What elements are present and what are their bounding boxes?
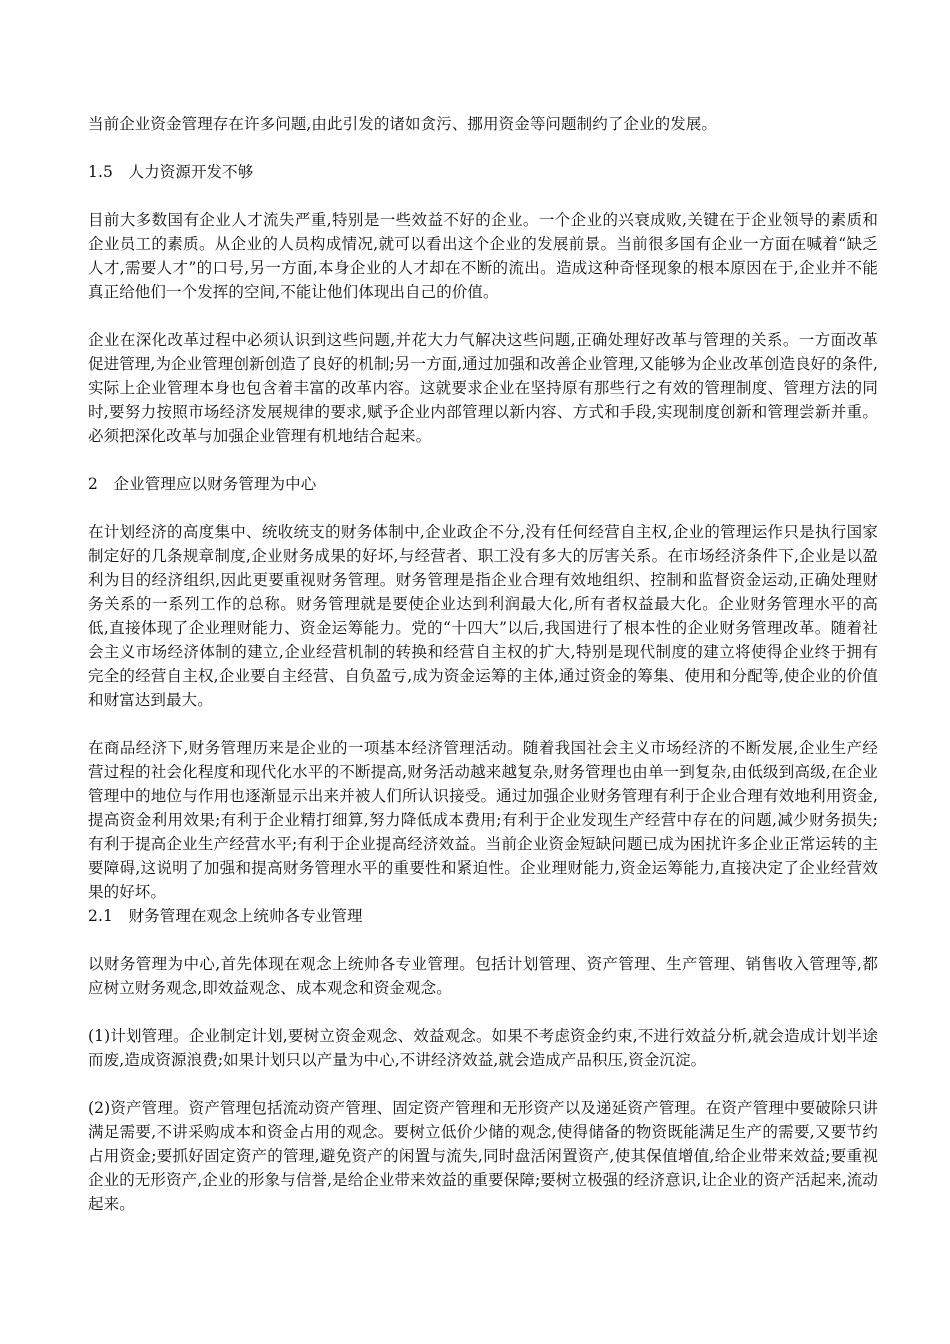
- paragraph-finance-center: 以财务管理为中心,首先体现在观念上统帅各专业管理。包括计划管理、资产管理、生产管理、销售收入管理等,都应树立财务观念,即效益观念、成本观念和资金观念。: [88, 955, 878, 997]
- section-heading-2-1: 2.1 财务管理在观念上统帅各专业管理: [88, 907, 363, 925]
- paragraph-commodity-economy: 在商品经济下,财务管理历来是企业的一项基本经济管理活动。随着我国社会主义市场经济的不断发展,企业生产经营过程的社会化程度和现代化水平的不断提高,财务活动越来越复杂,财务管理也由单一到复杂,由低级到高级,在企业管理中的地位与作用也逐渐显示出来并被人们所认识接受。通过加强企业财务管理有利于企业合理有效地利用资金,提高资金利用效果;有利于企业精打细算,努力降低成本费用;有利于企业发现生产经营中存在的问题,减少财务损失;有利于提高企业生产经营水平;有利于企业提高经济效益。当前企业资金短缺问题已成为困扰许多企业正常运转的主要障碍,这说明了加强和提高财务管理水平的重要性和紧迫性。企业理财能力,资金运筹能力,直接决定了企业经营效果的好坏。: [88, 739, 878, 901]
- paragraph-funds-issues: 当前企业资金管理存在许多问题,由此引发的诸如贪污、挪用资金等问题制约了企业的发展。: [88, 115, 718, 133]
- paragraph-reform-management: 企业在深化改革过程中必须认识到这些问题,并花大力气解决这些问题,正确处理好改革与管理的关系。一方面改革促进管理,为企业管理创新创造了良好的机制;另一方面,通过加强和改善企业管理,又能够为企业改革创造良好的条件,实际上企业管理本身也包含着丰富的改革内容。这就要求企业在坚持原有那些行之有效的管理制度、管理方法的同时,要努力按照市场经济发展规律的要求,赋予企业内部管理以新内容、方式和手段,实现制度创新和管理尝新并重。必须把深化改革与加强企业管理有机地结合起来。: [88, 331, 878, 445]
- paragraph-plan-management: (1)计划管理。企业制定计划,要树立资金观念、效益观念。如果不考虑资金约束,不进行效益分析,就会造成计划半途而废,造成资源浪费;如果计划只以产量为中心,不讲经济效益,就会造成产品积压,资金沉淀。: [88, 1027, 878, 1069]
- section-heading-1-5: 1.5 人力资源开发不够: [88, 163, 254, 181]
- document-page: [88, 112, 878, 1216]
- paragraph-planned-economy: 在计划经济的高度集中、统收统支的财务体制中,企业政企不分,没有任何经营自主权,企业的管理运作只是执行国家制定好的几条规章制度,企业财务成果的好坏,与经营者、职工没有多大的厉害关系。在市场经济条件下,企业是以盈利为目的经济组织,因此更要重视财务管理。财务管理是指企业合理有效地组织、控制和监督资金运动,正确处理财务关系的一系列工作的总称。财务管理就是要使企业达到利润最大化,所有者权益最大化。企业财务管理水平的高低,直接体现了企业理财能力、资金运筹能力。党的“十四大”以后,我国进行了根本性的企业财务管理改革。随着社会主义市场经济体制的建立,企业经营机制的转换和经营自主权的扩大,特别是现代制度的建立将使得企业终于拥有完全的经营自主权,企业要自主经营、自负盈亏,成为资金运筹的主体,通过资金的筹集、使用和分配等,使企业的价值和财富达到最大。: [88, 523, 878, 709]
- paragraph-asset-management: (2)资产管理。资产管理包括流动资产管理、固定资产管理和无形资产以及递延资产管理。在资产管理中要破除只讲满足需要,不讲采购成本和资金占用的观念。要树立低价少储的观念,使得储备的物资既能满足生产的需要,又要节约占用资金;要抓好固定资产的管理,避免资产的闲置与流失,同时盘活闲置资产,使其保值增值,给企业带来效益;要重视企业的无形资产,企业的形象与信誉,是给企业带来效益的重要保障;要树立极强的经济意识,让企业的资产活起来,流动起来。: [88, 1099, 878, 1213]
- section-heading-2: 2 企业管理应以财务管理为中心: [88, 475, 317, 493]
- paragraph-talent-loss: 目前大多数国有企业人才流失严重,特别是一些效益不好的企业。一个企业的兴衰成败,关键在于企业领导的素质和企业员工的素质。从企业的人员构成情况,就可以看出这个企业的发展前景。当前很多国有企业一方面在喊着“缺乏人才,需要人才”的口号,另一方面,本身企业的人才却在不断的流出。造成这种奇怪现象的根本原因在于,企业并不能真正给他们一个发挥的空间,不能让他们体现出自己的价值。: [88, 211, 878, 301]
